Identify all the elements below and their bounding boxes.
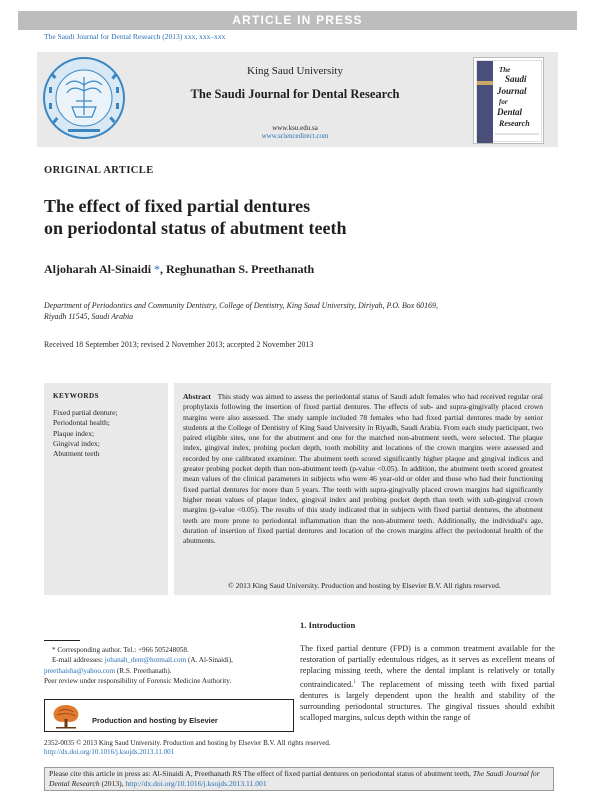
keyword-item: Plaque index; [53, 428, 95, 438]
university-url[interactable]: www.ksu.edu.sa [272, 124, 318, 132]
affiliation [44, 300, 554, 322]
citation-journal: The Saudi Journal for Dental Research [49, 769, 540, 788]
footnote-divider [44, 640, 80, 641]
cover-word-4: for [499, 98, 508, 106]
elsevier-hosting-label: Production and hosting by Elsevier [92, 716, 218, 725]
elsevier-tree-logo [47, 701, 85, 730]
title-line-1: The effect of fixed partial dentures [44, 196, 311, 216]
article-dates: Received 18 September 2013; revised 2 November 2013; accepted 2 November 2013 [44, 340, 314, 349]
email-note-cont [44, 666, 289, 676]
keyword-item: Fixed partial denture; [53, 408, 118, 417]
keywords-heading: KEYWORDS [53, 392, 99, 400]
citation-doi-link[interactable]: http://dx.doi.org/10.1016/j.ksujds.2013.11.001 [125, 778, 267, 788]
journal-title: The Saudi Journal for Dental Research [190, 87, 400, 101]
cover-word-3: Journal [497, 86, 527, 96]
footnotes [44, 645, 289, 686]
peer-review-note: Peer review under responsibility of Forensic Medicine Authority. [44, 676, 232, 685]
article-title [44, 195, 347, 239]
abstract-text: This study was aimed to assess the periodontal status of Saudi adult females who had received regular oral prophylaxis following the insertion of fixed partial dentures. The effects of sub- and supra-gingivally placed crown margins were also assessed. The study sample included 78 females who had fixed partial dentures made by senior students at the College of Dentistry of King Saud University in Riyadh, Saudi Arabia. From each study participant, two paired eligible sites, one for the abutment and one for the matched non-abutment teeth, were selected. The plaque index, gingival index, probing pocket depth, tooth mobility and locations of the crown margins were assessed and recorded by one calibrated examiner. The abutment teeth scored significantly higher plaque and gingival indices and greater probing pocket depth than non-abutment teeth (p-value <0.05). In addition, the abutment teeth scored greatest mean values of the clinical parameters in subjects who were 46 year-old or older and those who had their functioning fixed partial dentures for more than 5 years. The teeth with supra-gingivally placed crown margins had significantly higher mean values of plaque index, gingival index and probing pocket depth than teeth with sub-gingival crown margins (p-value <0.05). The results of this study indicated that in subjects with fixed partial dentures, the abutment teeth are more prone to periodontal inflammation than the non-abutment teeth. Additionally, the individual's age, duration of insertion of fixed partial dentures and location of the crown margins affect the periodontal health of the abutments. [183, 392, 543, 546]
affiliation-line-1: Department of Periodontics and Community Dentistry, College of Dentistry, King Saud University, Diriyah, P.O. Box 60169, [44, 301, 438, 310]
corresponding-author-mark[interactable]: * [151, 262, 161, 276]
article-in-press-banner: ARTICLE IN PRESS [18, 11, 577, 30]
email-label: E-mail addresses: [52, 656, 105, 665]
introduction-heading: 1. Introduction [300, 620, 356, 630]
cover-word-5: Dental [497, 107, 523, 117]
author-2: , Reghunathan S. Preethanath [160, 262, 315, 276]
cover-word-2: Saudi [505, 74, 527, 84]
keyword-item: Gingival index; [53, 438, 100, 448]
author-list [44, 262, 314, 277]
email-note [44, 655, 289, 665]
title-line-2: on periodontal status of abutment teeth [44, 218, 347, 238]
article-type: ORIGINAL ARTICLE [44, 165, 154, 176]
journal-cover-thumbnail [473, 57, 544, 144]
keywords-list [53, 408, 118, 459]
abstract [183, 392, 543, 546]
introduction-text-part-2: The replacement of missing teeth with fixed partial dentures is largely dependent upon the health and stability of the surrounding periodontal structures. The gingival tissues should exhibit scalloped margins, sulcus depth within the range of [300, 679, 555, 722]
doi-link[interactable]: http://dx.doi.org/10.1016/j.ksujds.2013.11.001 [44, 748, 175, 756]
issn-line: 2352-0035 © 2013 King Saud University. Production and hosting by Elsevier B.V. All rights reserved. [44, 739, 331, 747]
affiliation-line-2: Riyadh 11545, Saudi Arabia [44, 312, 134, 321]
email-owner-2: (R.S. Preethanath). [115, 666, 172, 675]
corresponding-author-note: * Corresponding author. Tel.: +966 505248058. [52, 646, 189, 654]
citation-text [49, 769, 549, 789]
citation-prefix: Please cite this article in press as: Al-Sinaidi A, Preethanath RS The effect of fixed partial dentures on periodontal status of abutment teeth, [49, 769, 473, 778]
abstract-label: Abstract [183, 392, 211, 401]
email-owner-1: (A. Al-Sinaidi), [186, 656, 233, 665]
introduction-text [300, 643, 555, 723]
citation-year: (2013), [99, 778, 126, 788]
journal-reference[interactable]: The Saudi Journal for Dental Research (2013) xxx, xxx–xxx [44, 32, 226, 41]
cover-word-6: Research [499, 119, 530, 128]
reference-link[interactable]: 1 [353, 678, 356, 685]
sciencedirect-url[interactable]: www.sciencedirect.com [261, 132, 329, 140]
university-seal-logo [42, 55, 126, 141]
keyword-item: Abutment teeth [53, 449, 100, 459]
cover-page [476, 60, 542, 142]
university-name: King Saud University [247, 65, 343, 77]
email-link-2[interactable]: preethaisha@yahoo.com [44, 666, 116, 675]
abstract-copyright: © 2013 King Saud University. Production and hosting by Elsevier B.V. All rights reserved. [228, 581, 501, 590]
author-1: Aljoharah Al-Sinaidi [44, 262, 152, 276]
email-link-1[interactable]: johanah_dent@hotmail.com [104, 656, 187, 665]
introduction-text-part-1: The fixed partial denture (FPD) is a common treatment available for the restoration of partially edentulous ridges, as it serves as excellent means of replacing missing teeth, where the dental implant is relatively or totally contraindicated. [300, 644, 555, 689]
keyword-item: Periodontal health; [53, 418, 110, 428]
cover-word-1: The [499, 66, 511, 74]
